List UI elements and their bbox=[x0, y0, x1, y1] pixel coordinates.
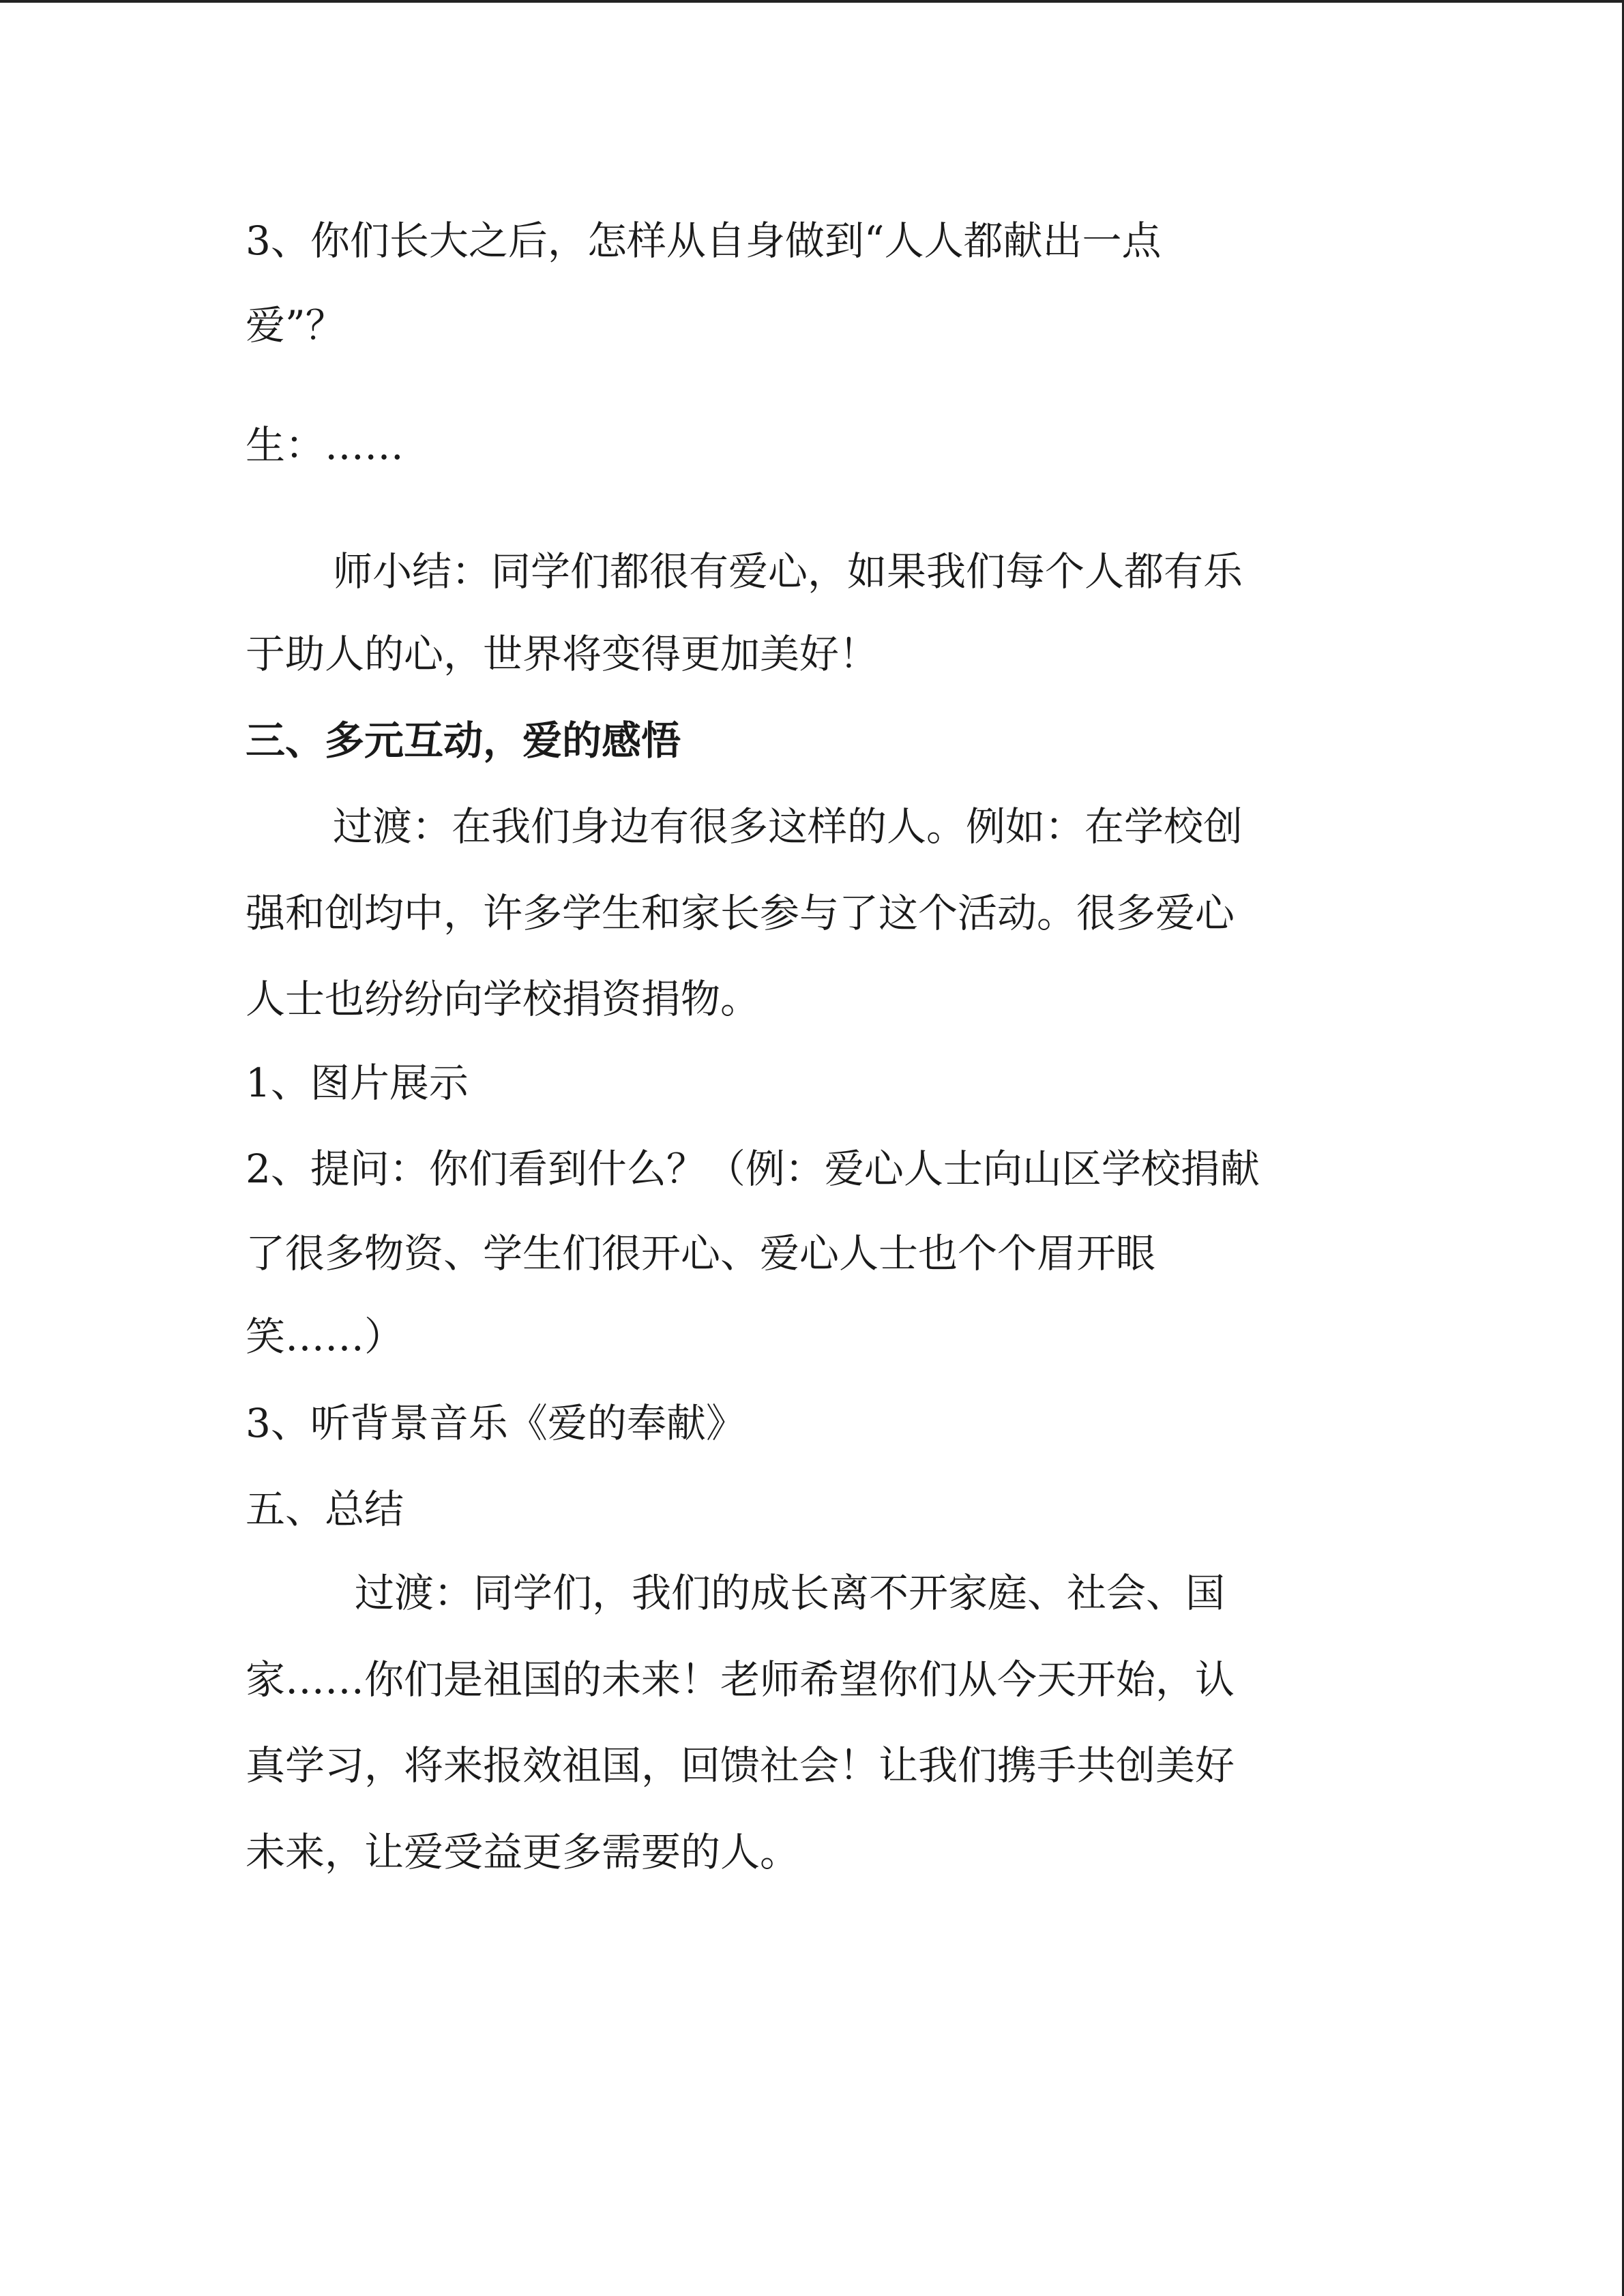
student-response: 生：…… bbox=[246, 422, 404, 468]
question-3-line-1: 3、你们长大之后，怎样从自身做到“人人都献出一点 bbox=[246, 218, 1162, 264]
summary-line-4: 未来，让爱受益更多需要的人。 bbox=[246, 1829, 800, 1875]
transition-line-1: 过渡：在我们身边有很多这样的人。例如：在学校创 bbox=[333, 803, 1243, 850]
item-2-question-line-3: 笑……） bbox=[246, 1313, 404, 1360]
item-2-question-line-2: 了很多物资、学生们很开心、爱心人士也个个眉开眼 bbox=[246, 1230, 1156, 1277]
section-heading-5: 五、总结 bbox=[246, 1486, 404, 1532]
transition-line-3: 人士也纷纷向学校捐资捐物。 bbox=[246, 976, 761, 1022]
top-border bbox=[0, 0, 1624, 3]
item-2-question-line-1: 2、提问：你们看到什么？（例：爱心人士向山区学校捐献 bbox=[246, 1146, 1260, 1192]
summary-line-1: 过渡：同学们，我们的成长离不开家庭、社会、国 bbox=[355, 1570, 1226, 1616]
transition-line-2: 强和创均中，许多学生和家长参与了这个活动。很多爱心 bbox=[246, 890, 1235, 936]
teacher-summary-line-1: 师小结：同学们都很有爱心，如果我们每个人都有乐 bbox=[333, 548, 1243, 595]
teacher-summary-line-2: 于助人的心，世界将变得更加美好！ bbox=[246, 631, 879, 677]
section-heading-3: 三、多元互动，爱的感悟 bbox=[246, 717, 681, 764]
question-3-line-2: 爱”？ bbox=[246, 302, 345, 348]
item-1-picture-display: 1、图片展示 bbox=[246, 1060, 469, 1106]
summary-line-3: 真学习，将来报效祖国，回馈社会！让我们携手共创美好 bbox=[246, 1742, 1235, 1789]
summary-line-2: 家……你们是祖国的未来！老师希望你们从今天开始，认 bbox=[246, 1656, 1235, 1703]
item-3-music: 3、听背景音乐《爱的奉献》 bbox=[246, 1400, 745, 1446]
